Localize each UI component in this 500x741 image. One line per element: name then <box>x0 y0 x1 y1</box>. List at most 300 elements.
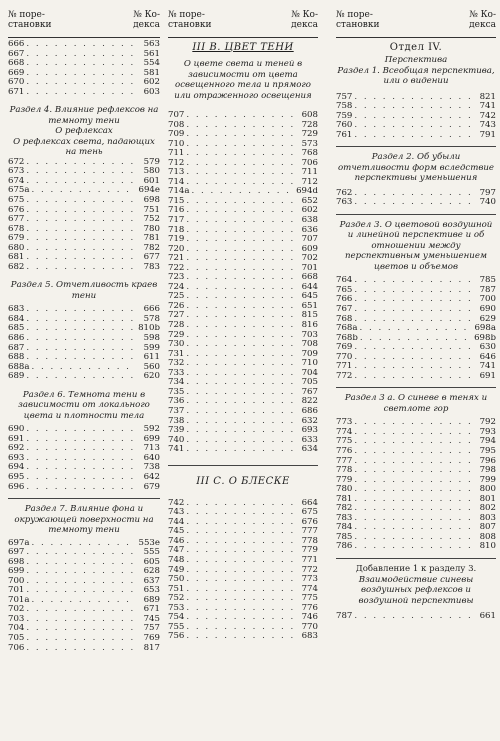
rearrangement-number: 675a <box>8 186 30 196</box>
index-row <box>336 121 496 131</box>
leader-dots <box>26 244 136 254</box>
index-row <box>8 263 160 273</box>
index-row <box>8 225 160 235</box>
header-right-label: № Ко- декса <box>469 10 496 30</box>
rearrangement-number: 700 <box>8 576 25 586</box>
codex-number: 777 <box>301 527 318 537</box>
codex-number: 637 <box>143 576 160 586</box>
index-row <box>168 159 318 169</box>
rearrangement-number: 742 <box>168 498 185 508</box>
section-iv-3a-title: Раздел 3 а. О синеве в тенях и светлоте гор <box>344 393 488 414</box>
index-row <box>168 197 318 207</box>
leader-dots <box>26 372 136 382</box>
leader-dots <box>26 177 136 187</box>
leader-dots <box>186 245 294 255</box>
rearrangement-number: 738 <box>168 416 185 426</box>
index-row <box>168 111 318 121</box>
rearrangement-number: 686 <box>8 333 25 343</box>
rearrangement-number: 729 <box>168 330 185 340</box>
rearrangement-number: 765 <box>336 285 353 295</box>
leader-dots <box>186 594 294 604</box>
leader-dots <box>26 483 136 493</box>
index-row <box>168 575 318 585</box>
rows-683-689 <box>8 305 160 381</box>
codex-number: 561 <box>143 49 160 59</box>
index-row <box>8 463 160 473</box>
codex-number: 707 <box>301 235 318 245</box>
index-row <box>336 343 496 353</box>
codex-number: 560 <box>143 362 160 372</box>
rearrangement-number: 704 <box>8 624 25 634</box>
rearrangement-number: 692 <box>8 444 25 454</box>
codex-number: 709 <box>301 349 318 359</box>
leader-dots <box>186 359 294 369</box>
leader-dots <box>354 315 472 325</box>
column-header <box>8 10 160 37</box>
leader-dots <box>26 88 136 98</box>
codex-number: 694e <box>138 186 160 196</box>
rearrangement-number: 671 <box>8 87 25 97</box>
codex-number: 706 <box>301 158 318 168</box>
rearrangement-number: 667 <box>8 49 25 59</box>
rearrangement-number: 688 <box>8 353 25 363</box>
leader-dots <box>186 537 294 547</box>
leader-dots <box>360 324 472 334</box>
index-row <box>8 305 160 315</box>
codex-number: 676 <box>301 517 318 527</box>
leader-dots <box>186 226 294 236</box>
rearrangement-number: 673 <box>8 167 25 177</box>
leader-dots <box>354 612 472 622</box>
codex-number: 668 <box>301 273 318 283</box>
divider <box>336 387 496 388</box>
leader-dots <box>26 78 136 88</box>
leader-dots <box>354 447 472 457</box>
leader-dots <box>26 206 136 216</box>
addendum-subtitle: Взаимодействие синевы воздушных рефлексов и воздушной перспективы <box>358 574 474 606</box>
index-row <box>336 102 496 112</box>
codex-number: 791 <box>479 130 496 140</box>
leader-dots <box>186 292 294 302</box>
index-row <box>168 187 318 197</box>
leader-dots <box>354 523 472 533</box>
leader-dots <box>26 558 136 568</box>
leader-dots <box>26 624 136 634</box>
rearrangement-number: 712 <box>168 158 185 168</box>
index-row <box>8 88 160 98</box>
rearrangement-number: 749 <box>168 565 185 575</box>
leader-dots <box>354 457 472 467</box>
rearrangement-number: 747 <box>168 546 185 556</box>
index-row <box>8 605 160 615</box>
leader-dots <box>354 485 472 495</box>
rearrangement-number: 708 <box>168 120 185 130</box>
leader-dots <box>26 444 136 454</box>
index-row <box>8 315 160 325</box>
codex-number: 628 <box>143 567 160 577</box>
leader-dots <box>354 372 472 382</box>
leader-dots <box>26 334 136 344</box>
leader-dots <box>186 168 294 178</box>
leader-dots <box>354 353 472 363</box>
codex-number: 797 <box>479 188 496 198</box>
index-row <box>336 612 496 622</box>
rows-707-741 <box>168 111 318 455</box>
leader-dots <box>186 623 294 633</box>
index-row <box>8 548 160 558</box>
codex-number: 694d <box>296 187 318 197</box>
leader-dots <box>186 613 294 623</box>
codex-number: 757 <box>143 624 160 634</box>
rearrangement-number: 757 <box>336 92 353 102</box>
part-iii-c-title: III С. О БЛЕСКЕ <box>196 475 290 487</box>
index-row <box>8 624 160 634</box>
header-right-label: № Ко- декса <box>291 10 318 30</box>
column-2 <box>168 10 318 642</box>
rearrangement-number: 774 <box>336 427 353 437</box>
rearrangement-number: 681 <box>8 253 25 263</box>
leader-dots <box>186 499 294 509</box>
codex-number: 698a <box>474 324 496 334</box>
rearrangement-number: 761 <box>336 130 353 140</box>
index-row <box>168 130 318 140</box>
codex-number: 792 <box>479 418 496 428</box>
rearrangement-number: 772 <box>336 371 353 381</box>
rearrangement-number: 748 <box>168 555 185 565</box>
section-7-title: Раздел 7. Влияние фона и окружающей поверхности на темноту тени <box>14 504 154 536</box>
index-row <box>168 537 318 547</box>
rearrangement-number: 707 <box>168 111 185 120</box>
leader-dots <box>26 234 136 244</box>
leader-dots <box>26 40 136 50</box>
codex-number: 652 <box>301 196 318 206</box>
rearrangement-number: 711 <box>168 149 185 159</box>
index-row <box>168 340 318 350</box>
codex-number: 581 <box>143 68 160 78</box>
index-row <box>8 444 160 454</box>
codex-number: 645 <box>301 292 318 302</box>
index-row <box>8 215 160 225</box>
codex-number: 741 <box>479 102 496 112</box>
rearrangement-number: 771 <box>336 362 353 372</box>
codex-number: 798 <box>479 466 496 476</box>
rearrangement-number: 680 <box>8 243 25 253</box>
codex-number: 793 <box>479 427 496 437</box>
index-row <box>8 78 160 88</box>
section-iv-3-title: Раздел 3. О цветовой воздушной и линейной перспективе и об отношении между перспективным уменьшением цветов и объемов <box>339 219 493 272</box>
index-row <box>8 206 160 216</box>
index-row <box>8 353 160 363</box>
codex-number: 743 <box>479 121 496 131</box>
codex-number: 729 <box>301 130 318 140</box>
index-row <box>168 359 318 369</box>
leader-dots <box>26 463 136 473</box>
leader-dots <box>26 577 136 587</box>
index-row <box>336 189 496 199</box>
rearrangement-number: 780 <box>336 485 353 495</box>
leader-dots <box>354 514 472 524</box>
index-row <box>336 428 496 438</box>
index-row <box>8 158 160 168</box>
index-row <box>336 112 496 122</box>
rows-742-756 <box>168 499 318 642</box>
index-row <box>168 594 318 604</box>
codex-number: 609 <box>301 244 318 254</box>
leader-dots <box>354 418 472 428</box>
column-header <box>168 10 318 37</box>
leader-dots <box>186 140 294 150</box>
codex-number: 601 <box>143 176 160 186</box>
index-row <box>8 558 160 568</box>
codex-number: 598 <box>143 333 160 343</box>
codex-number: 776 <box>301 603 318 613</box>
rearrangement-number: 746 <box>168 536 185 546</box>
codex-number: 632 <box>301 416 318 426</box>
codex-number: 801 <box>479 494 496 504</box>
codex-number: 728 <box>301 120 318 130</box>
rearrangement-number: 714 <box>168 177 185 187</box>
leader-dots <box>354 112 472 122</box>
leader-dots <box>26 548 136 558</box>
leader-dots <box>26 196 136 206</box>
codex-number: 703 <box>301 330 318 340</box>
rearrangement-number: 768b <box>336 333 358 343</box>
index-row <box>336 372 496 382</box>
leader-dots <box>354 102 472 112</box>
divider <box>8 498 160 499</box>
leader-dots <box>32 363 136 373</box>
header-left-label: № поре- становки <box>336 10 380 30</box>
codex-number: 769 <box>143 634 160 644</box>
codex-number: 554 <box>143 59 160 69</box>
codex-number: 742 <box>479 111 496 121</box>
leader-dots <box>186 556 294 566</box>
codex-number: 740 <box>479 198 496 208</box>
leader-dots <box>186 283 294 293</box>
rearrangement-number: 678 <box>8 224 25 234</box>
rearrangement-number: 715 <box>168 196 185 206</box>
index-row <box>8 577 160 587</box>
index-row <box>168 407 318 417</box>
rearrangement-number: 721 <box>168 254 185 264</box>
leader-dots <box>26 473 136 483</box>
index-row <box>168 245 318 255</box>
index-row <box>168 321 318 331</box>
leader-dots <box>186 273 294 283</box>
index-row <box>336 476 496 486</box>
index-row <box>8 425 160 435</box>
codex-number: 807 <box>479 523 496 533</box>
leader-dots <box>354 93 472 103</box>
codex-number: 689 <box>143 595 160 605</box>
header-rule <box>168 37 318 38</box>
index-row <box>168 331 318 341</box>
index-row <box>168 264 318 274</box>
rearrangement-number: 737 <box>168 406 185 416</box>
rearrangement-number: 739 <box>168 426 185 436</box>
index-row <box>168 426 318 436</box>
rearrangement-number: 743 <box>168 508 185 518</box>
rearrangement-number: 716 <box>168 206 185 216</box>
index-row <box>168 556 318 566</box>
rearrangement-number: 745 <box>168 527 185 537</box>
codex-number: 666 <box>143 305 160 315</box>
codex-number: 664 <box>301 498 318 508</box>
rearrangement-number: 690 <box>8 425 25 435</box>
leader-dots <box>354 295 472 305</box>
codex-number: 698b <box>474 333 496 343</box>
index-row <box>8 186 160 196</box>
codex-number: 638 <box>301 216 318 226</box>
codex-number: 679 <box>143 482 160 492</box>
codex-number: 796 <box>479 456 496 466</box>
column-1 <box>8 10 160 653</box>
leader-dots <box>186 407 294 417</box>
rearrangement-number: 778 <box>336 466 353 476</box>
leader-dots <box>32 539 136 549</box>
codex-number: 698 <box>143 195 160 205</box>
leader-dots <box>26 454 136 464</box>
rearrangement-number: 697a <box>8 538 30 548</box>
rearrangement-number: 682 <box>8 262 25 272</box>
part-iv-subtitle: Перспектива <box>384 55 448 65</box>
leader-dots <box>32 596 136 606</box>
rows-690-696 <box>8 425 160 492</box>
index-row <box>168 311 318 321</box>
leader-dots <box>26 425 136 435</box>
codex-number: 620 <box>143 372 160 382</box>
rearrangement-number: 724 <box>168 282 185 292</box>
codex-number: 608 <box>301 111 318 120</box>
rearrangement-number: 767 <box>336 304 353 314</box>
index-row <box>336 276 496 286</box>
index-row <box>8 244 160 254</box>
section-4-subtitle-2: О рефлексах света, падающих на тень <box>13 136 155 158</box>
leader-dots <box>26 305 136 315</box>
index-row <box>168 527 318 537</box>
leader-dots <box>186 254 294 264</box>
rearrangement-number: 764 <box>336 276 353 286</box>
rearrangement-number: 734 <box>168 378 185 388</box>
rearrangement-number: 740 <box>168 435 185 445</box>
rearrangement-number: 720 <box>168 244 185 254</box>
index-row <box>168 499 318 509</box>
leader-dots <box>186 566 294 576</box>
rearrangement-number: 787 <box>336 612 353 621</box>
codex-number: 780 <box>143 224 160 234</box>
header-rule <box>336 37 496 38</box>
rearrangement-number: 689 <box>8 372 25 382</box>
part-iii-b-subtitle: О цвете света и теней в зависимости от цвета освещенного тела и прямого или отраженного освещения <box>174 59 312 101</box>
codex-number: 773 <box>301 575 318 585</box>
codex-number: 573 <box>301 139 318 149</box>
index-row <box>168 518 318 528</box>
codex-number: 708 <box>301 340 318 350</box>
codex-number: 816 <box>301 321 318 331</box>
index-row <box>336 523 496 533</box>
leader-dots <box>354 466 472 476</box>
codex-number: 779 <box>301 546 318 556</box>
rearrangement-number: 676 <box>8 205 25 215</box>
rearrangement-number: 758 <box>336 102 353 112</box>
rearrangement-number: 685 <box>8 324 25 334</box>
section-iv-1-title: Раздел 1. Всеобщая перспектива, или о видении <box>337 65 495 86</box>
codex-number: 775 <box>301 594 318 604</box>
index-row <box>168 417 318 427</box>
addendum-title: Добавление 1 к разделу 3. <box>355 564 477 574</box>
header-right-label: № Ко- декса <box>133 10 160 30</box>
leader-dots <box>186 445 294 455</box>
rearrangement-number: 782 <box>336 504 353 514</box>
leader-dots <box>26 253 136 263</box>
index-row <box>8 196 160 206</box>
index-row <box>168 235 318 245</box>
codex-number: 599 <box>143 343 160 353</box>
leader-dots <box>360 334 472 344</box>
index-row <box>168 623 318 633</box>
rearrangement-number: 683 <box>8 305 25 315</box>
leader-dots <box>186 130 294 140</box>
codex-number: 822 <box>301 397 318 407</box>
leader-dots <box>186 197 294 207</box>
rearrangement-number: 733 <box>168 368 185 378</box>
index-row <box>168 566 318 576</box>
index-row <box>168 273 318 283</box>
codex-number: 704 <box>301 368 318 378</box>
leader-dots <box>186 632 294 642</box>
codex-number: 745 <box>143 614 160 624</box>
index-row <box>8 50 160 60</box>
header-rule <box>8 37 160 38</box>
codex-number: 699 <box>143 434 160 444</box>
rearrangement-number: 702 <box>8 605 25 615</box>
leader-dots <box>354 131 472 141</box>
leader-dots <box>354 476 472 486</box>
rearrangement-number: 713 <box>168 168 185 178</box>
rows-773-786 <box>336 418 496 552</box>
leader-dots <box>26 634 136 644</box>
codex-number: 746 <box>301 613 318 623</box>
leader-dots <box>26 644 136 654</box>
codex-number: 691 <box>479 371 496 381</box>
leader-dots <box>186 604 294 614</box>
leader-dots <box>26 315 136 325</box>
rearrangement-number: 736 <box>168 397 185 407</box>
codex-number: 808 <box>479 532 496 542</box>
codex-number: 579 <box>143 157 160 167</box>
codex-number: 693 <box>301 426 318 436</box>
leader-dots <box>186 178 294 188</box>
codex-number: 712 <box>301 177 318 187</box>
codex-number: 605 <box>143 557 160 567</box>
rearrangement-number: 760 <box>336 121 353 131</box>
rows-757-761 <box>336 93 496 141</box>
rearrangement-number: 699 <box>8 567 25 577</box>
rearrangement-number: 753 <box>168 603 185 613</box>
leader-dots <box>186 331 294 341</box>
leader-dots <box>186 235 294 245</box>
index-row <box>168 121 318 131</box>
index-row <box>336 447 496 457</box>
divider <box>168 465 318 466</box>
index-row <box>168 436 318 446</box>
rearrangement-number: 684 <box>8 314 25 324</box>
codex-number: 690 <box>479 304 496 314</box>
index-row <box>168 585 318 595</box>
index-row <box>168 168 318 178</box>
leader-dots <box>186 426 294 436</box>
rearrangement-number: 779 <box>336 475 353 485</box>
